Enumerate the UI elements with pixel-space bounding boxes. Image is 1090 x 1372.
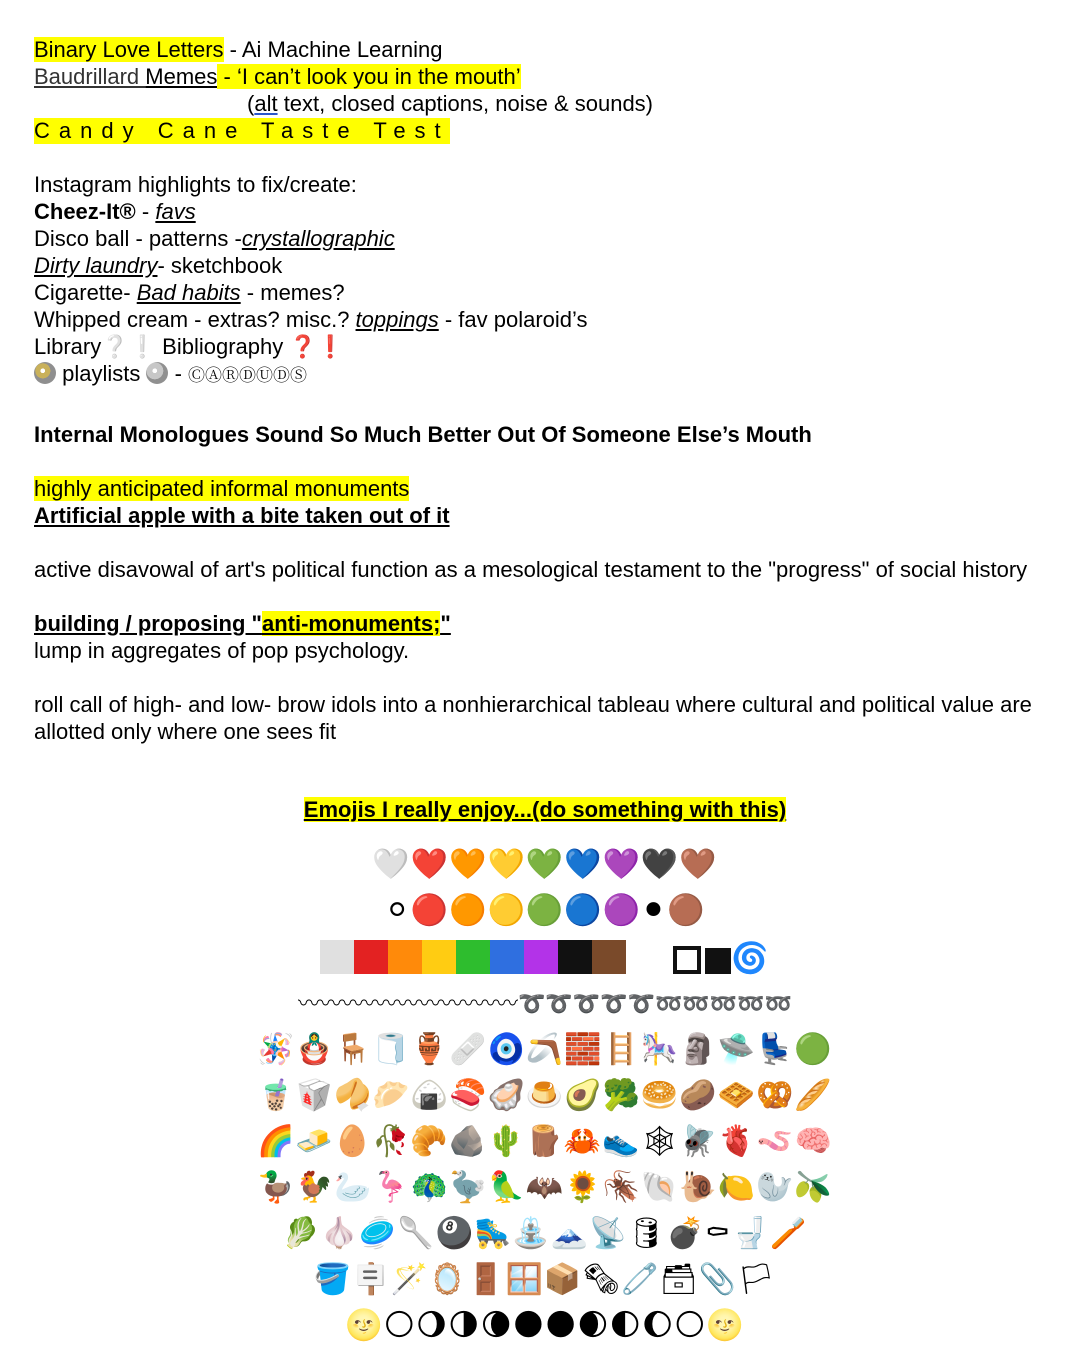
- yellow-square-icon: [422, 940, 456, 974]
- dvd-icon: [34, 362, 56, 384]
- dirty-rest: - sketchbook: [157, 253, 283, 278]
- binary-rest: - Ai Machine Learning: [223, 37, 443, 62]
- alt-rest: text, closed captions, noise & sounds): [277, 91, 654, 116]
- disco-text: Disco ball - patterns -: [34, 226, 242, 251]
- disavowal-paragraph: active disavowal of art's political function as a mesological testament to the "progress" of social history: [34, 557, 1028, 582]
- emojis-title: Emojis I really enjoy...(do something with this): [303, 797, 787, 822]
- food-row: 🧋🥡🥠🥟🍙🍣🦪🍮🥑🥦🥯🥔🧇🥨🥖: [257, 1078, 833, 1113]
- orange-square-icon: [388, 940, 422, 974]
- circled-letters: ⒸⒶⓇⒹⓊⒹⓈ: [188, 366, 308, 386]
- line-baudrillard: [34, 63, 1064, 90]
- moons-row: 🌝🌕🌖🌗🌘🌑🌑🌒🌓🌔🌕🌝: [345, 1308, 745, 1343]
- line-candy: [34, 117, 1064, 144]
- document-body: [34, 36, 1064, 745]
- line-building: [34, 610, 1064, 637]
- cig-text: Cigarette-: [34, 280, 137, 305]
- green-square-icon: [456, 940, 490, 974]
- favs-link[interactable]: favs: [155, 199, 196, 224]
- tools-row: 🥬🧄🥏🥄🎱🛼⛲🗻📡🛢💣⚰🚽🪥: [282, 1216, 808, 1251]
- spacer: [34, 664, 1064, 691]
- line-library: [34, 333, 1064, 360]
- black-square-icon: [558, 940, 592, 974]
- spacer: [34, 144, 1064, 171]
- brown-square-icon: [592, 940, 626, 974]
- library-text: Library: [34, 334, 102, 359]
- cream-text: Whipped cream - extras? misc.?: [34, 307, 356, 332]
- cheez-dash: -: [135, 199, 156, 224]
- white-question-exclamation-icon: ❔❕: [101, 334, 157, 359]
- misc-row: 🪣🪧🪄🪞🚪🪟📦🗞🧷🗃📎🏳: [313, 1262, 777, 1297]
- mouth-quote-highlight: - ‘I can’t look you in the mouth’: [217, 64, 521, 89]
- spacer: [34, 583, 1064, 610]
- cig-rest: - memes?: [240, 280, 345, 305]
- spacer: [34, 390, 1064, 417]
- internal-monologues-heading: Internal Monologues Sound So Much Better Out Of Someone Else’s Mouth: [34, 422, 812, 447]
- dirty-laundry-link[interactable]: Dirty laundry: [34, 253, 158, 278]
- line-cigarette: [34, 279, 1064, 306]
- spacer: [34, 529, 1064, 556]
- bad-habits-link[interactable]: Bad habits: [136, 280, 241, 305]
- lump-text: lump in aggregates of pop psychology.: [34, 638, 410, 663]
- line-alt-text: [34, 90, 1064, 117]
- building-quote: ": [440, 611, 451, 636]
- line-anticipated: [34, 475, 1064, 502]
- squares-row: [0, 939, 1090, 979]
- nature-row: 🌈🧈🥚🥀🥐🪨🌵🪵🦀👟🕸🪰🫀🪱🧠: [256, 1124, 834, 1159]
- line-playlists: [34, 360, 1064, 390]
- hearts-row: 🤍❤️🧡💛💚💙💜🖤🤎: [372, 847, 718, 882]
- ig-heading: Instagram highlights to fix/create:: [34, 172, 357, 197]
- purple-square-icon: [524, 940, 558, 974]
- line-cream: [34, 306, 1064, 333]
- memes-link[interactable]: Memes: [145, 64, 218, 89]
- bibliography-text: Bibliography: [156, 334, 290, 359]
- anticipated-highlight: highly anticipated informal monuments: [34, 476, 410, 501]
- black-medium-square-icon: [705, 948, 731, 974]
- line-cheez: [34, 198, 1064, 225]
- binary-title-highlight: Binary Love Letters: [34, 37, 224, 62]
- cream-rest: - fav polaroid’s: [438, 307, 588, 332]
- crystallographic-link[interactable]: crystallographic: [241, 226, 395, 251]
- toppings-link[interactable]: toppings: [355, 307, 439, 332]
- cheez-bold: Cheez-It®: [34, 199, 136, 224]
- objects-row: 🪅🪆🪑🧻🏺🩹🧿🪃🧱🪜🎠🗿🛸💺🟢: [257, 1032, 833, 1067]
- anti-monuments-highlight: anti-monuments;: [261, 611, 441, 636]
- playlists-text: playlists: [56, 361, 147, 386]
- cd-icon: [146, 362, 168, 384]
- circles-row: ⚪🔴🟠🟡🟢🔵🟣⚫🟤: [384, 893, 706, 928]
- building-text: building / proposing ": [34, 611, 262, 636]
- rollcall-paragraph: roll call of high- and low- brow idols into a nonhierarchical tableau where cultural and political value are allotted only where one sees fit: [34, 692, 1032, 744]
- baudrillard-link[interactable]: Baudrillard: [34, 64, 146, 89]
- alt-word-spellcheck: alt: [254, 91, 278, 116]
- alt-open: (: [247, 91, 255, 116]
- curls-row: 〰〰〰〰〰〰〰〰〰〰➰➰➰➰➰➿➿➿➿➿: [298, 992, 792, 1017]
- line-dirty: [34, 252, 1064, 279]
- cyclone-icon: 🌀: [731, 941, 770, 976]
- red-square-icon: [354, 940, 388, 974]
- emojis-title-line: [0, 796, 1090, 823]
- candy-cane-highlight: Candy Cane Taste Test: [34, 118, 450, 143]
- playlists-dash: -: [168, 361, 189, 386]
- white-square-icon: [320, 940, 354, 974]
- blue-square-icon: [490, 940, 524, 974]
- animals-row: 🦆🐓🦢🦩🦚🦤🦜🦇🌻🪳🐚🐌🍋🦭🫒: [257, 1170, 833, 1205]
- line-disco: [34, 225, 1064, 252]
- spacer: [34, 448, 1064, 475]
- red-question-exclamation-icon: ❓❗: [289, 334, 345, 359]
- apple-heading: Artificial apple with a bite taken out of it: [34, 503, 450, 528]
- line-binary: [34, 36, 1064, 63]
- white-square-button-icon: [673, 946, 701, 974]
